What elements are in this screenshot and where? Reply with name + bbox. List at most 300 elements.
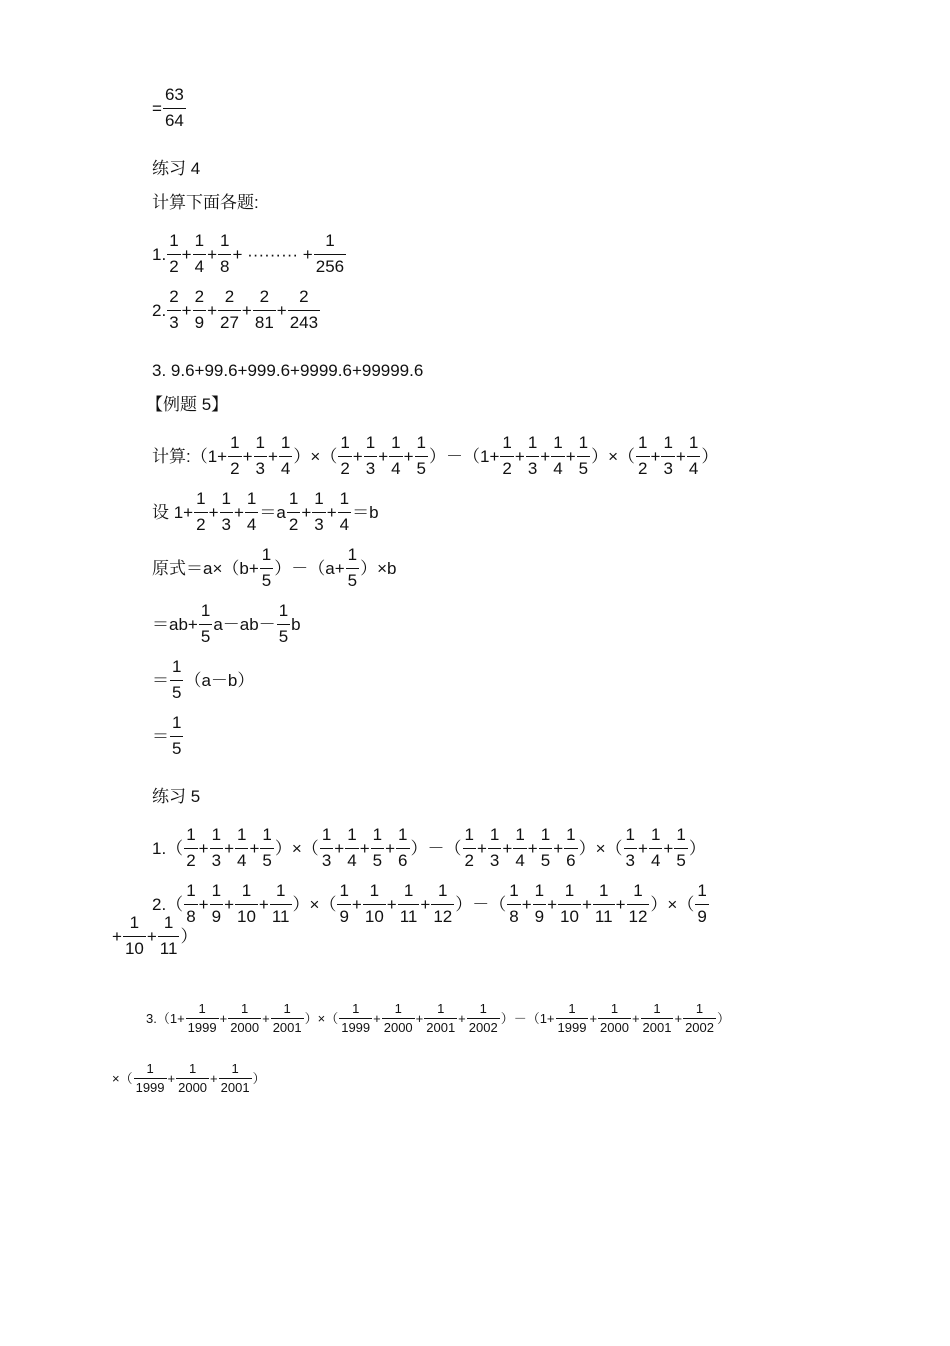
fraction <box>396 826 409 870</box>
fraction <box>526 434 539 478</box>
fraction <box>415 434 428 478</box>
fraction <box>463 826 476 870</box>
text-segment: + <box>663 838 674 858</box>
fraction <box>507 882 520 926</box>
fraction-numerator: 1 <box>502 433 512 452</box>
fraction-denominator: 8 <box>186 906 196 926</box>
fraction-bar <box>219 1078 252 1079</box>
fraction-numerator: 1 <box>625 825 635 844</box>
fraction <box>345 826 358 870</box>
fraction <box>624 826 637 870</box>
fraction-bar <box>288 310 320 311</box>
text-segment: 1. <box>152 244 167 264</box>
fraction-denominator: 2000 <box>383 1020 413 1036</box>
text-segment: + <box>403 446 414 466</box>
text-segment: + <box>207 300 217 320</box>
fraction-numerator: 1 <box>255 433 265 452</box>
math-line-l0 <box>152 86 187 130</box>
fraction <box>218 288 241 332</box>
text-segment: + <box>233 502 244 522</box>
fraction-numerator: 1 <box>599 881 609 900</box>
text-segment: 2. <box>152 300 167 320</box>
fraction-bar <box>345 848 358 849</box>
text-segment: + <box>386 894 397 914</box>
fraction <box>260 546 273 590</box>
math-line-l9 <box>152 546 396 590</box>
fraction-denominator: 2 <box>230 458 240 478</box>
fraction <box>288 288 320 332</box>
math-line-l8 <box>152 490 379 534</box>
fraction <box>170 658 183 702</box>
fraction <box>253 288 276 332</box>
fraction-denominator: 4 <box>553 458 563 478</box>
fraction-bar <box>371 848 384 849</box>
fraction-numerator: 1 <box>553 433 563 452</box>
text-segment: + <box>527 838 538 858</box>
fraction-numerator: 1 <box>280 433 291 452</box>
fraction-bar <box>167 310 180 311</box>
text-segment: + <box>326 502 337 522</box>
fraction-denominator: 9 <box>534 906 545 926</box>
fraction <box>556 1002 589 1036</box>
fraction <box>158 914 180 958</box>
fraction-bar <box>210 848 223 849</box>
text-segment: ）－（1+ <box>500 1011 555 1027</box>
fraction-denominator: 2001 <box>426 1020 456 1036</box>
text-segment: ）×b <box>360 558 397 578</box>
fraction <box>533 882 546 926</box>
fraction-denominator: 1999 <box>341 1020 371 1036</box>
fraction-denominator: 2001 <box>272 1020 302 1036</box>
fraction-numerator: 1 <box>198 1001 206 1016</box>
text-segment: 2.（ <box>152 894 184 914</box>
fraction-bar <box>539 848 552 849</box>
fraction-numerator: 1 <box>578 433 589 452</box>
fraction <box>210 826 223 870</box>
fraction-denominator: 5 <box>372 850 383 870</box>
fraction-numerator: 1 <box>416 433 427 452</box>
fraction-bar <box>683 1018 716 1019</box>
fraction <box>398 882 420 926</box>
fraction-bar <box>271 1018 304 1019</box>
text-segment: + <box>242 446 253 466</box>
fraction-numerator: 1 <box>186 881 196 900</box>
fraction-denominator: 8 <box>509 906 519 926</box>
text-segment: ）×（ <box>292 894 337 914</box>
fraction-denominator: 2002 <box>685 1020 714 1036</box>
text-segment: ） <box>716 1011 730 1027</box>
fraction-denominator: 5 <box>578 458 589 478</box>
text-segment: + <box>521 894 532 914</box>
fraction-numerator: 1 <box>568 1001 576 1016</box>
fraction-numerator: 1 <box>172 713 182 732</box>
text-segment: + <box>502 838 513 858</box>
text-segment: + <box>675 446 686 466</box>
fraction <box>254 434 267 478</box>
fraction-denominator: 4 <box>280 458 291 478</box>
fraction-denominator: 9 <box>194 312 205 332</box>
fraction-numerator: 1 <box>231 1061 239 1076</box>
text-segment: + <box>267 446 278 466</box>
fraction-denominator: 5 <box>676 850 686 870</box>
fraction-denominator: 11 <box>399 906 418 926</box>
fraction-denominator: 11 <box>594 906 613 926</box>
fraction-denominator: 5 <box>416 458 427 478</box>
fraction-denominator: 8 <box>220 256 230 276</box>
math-line-l3 <box>152 232 347 276</box>
text-segment: + <box>181 300 192 320</box>
text-segment: ）×（ <box>304 1011 339 1027</box>
fraction-numerator: 1 <box>464 825 474 844</box>
fraction-denominator: 3 <box>365 458 376 478</box>
fraction-numerator: 1 <box>352 1001 360 1016</box>
fraction-numerator: 1 <box>372 825 383 844</box>
fraction-bar <box>382 1018 415 1019</box>
fraction-bar <box>320 848 333 849</box>
fraction-denominator: 11 <box>159 938 178 958</box>
fraction-denominator: 3 <box>314 514 324 534</box>
fraction <box>235 882 258 926</box>
text-segment: 3.（1+ <box>146 1011 185 1027</box>
text-segment: + <box>210 1071 218 1087</box>
fraction-bar <box>254 456 267 457</box>
fraction-denominator: 9 <box>339 906 349 926</box>
fraction <box>539 826 552 870</box>
fraction-bar <box>641 1018 674 1019</box>
fraction <box>371 826 384 870</box>
text-segment: ）－（ <box>455 894 507 914</box>
fraction-bar <box>170 680 183 681</box>
fraction-denominator: 5 <box>540 850 551 870</box>
fraction-numerator: 1 <box>172 657 182 676</box>
fraction-denominator: 2002 <box>468 1020 498 1036</box>
text-segment: + ········· + <box>232 244 313 264</box>
fraction <box>220 490 233 534</box>
fraction-bar <box>235 848 248 849</box>
fraction <box>210 882 223 926</box>
fraction <box>270 882 292 926</box>
text-segment: ×（ <box>112 1071 133 1087</box>
text-segment: + <box>301 502 312 522</box>
fraction-numerator: 1 <box>211 825 222 844</box>
text-segment: + <box>589 1011 598 1027</box>
fraction-bar <box>134 1078 167 1079</box>
fraction <box>167 288 180 332</box>
fraction <box>661 434 674 478</box>
fraction-numerator: 1 <box>403 881 414 900</box>
fraction <box>184 826 197 870</box>
fraction-numerator: 1 <box>340 433 350 452</box>
fraction-numerator: 1 <box>663 433 673 452</box>
fraction-bar <box>167 254 180 255</box>
fraction <box>695 882 708 926</box>
fraction-numerator: 1 <box>688 433 699 452</box>
text-segment: 设 1+ <box>152 502 194 522</box>
fraction-numerator: 1 <box>275 881 286 900</box>
text-segment: ） <box>688 838 706 858</box>
fraction-denominator: 1999 <box>187 1020 217 1036</box>
fraction-denominator: 10 <box>560 906 579 926</box>
math-line-l15 <box>152 882 710 926</box>
text-segment: + <box>224 838 234 858</box>
fraction-denominator: 5 <box>278 626 289 646</box>
fraction-bar <box>533 904 546 905</box>
text-segment: + <box>415 1011 424 1027</box>
fraction <box>683 1002 716 1036</box>
fraction-denominator: 6 <box>398 850 408 870</box>
fraction-numerator: 1 <box>398 825 408 844</box>
fraction-denominator: 9 <box>211 906 222 926</box>
fraction-denominator: 4 <box>246 514 257 534</box>
fraction-denominator: 5 <box>172 682 182 702</box>
fraction-bar <box>687 456 700 457</box>
fraction-bar <box>253 310 276 311</box>
text-segment: + <box>378 446 389 466</box>
fraction-numerator: 1 <box>347 545 358 564</box>
fraction-denominator: 2000 <box>230 1020 260 1036</box>
fraction-bar <box>193 254 206 255</box>
fraction-bar <box>364 456 377 457</box>
fraction-numerator: 1 <box>230 433 240 452</box>
fraction-bar <box>210 904 223 905</box>
fraction <box>337 882 350 926</box>
math-line-l10 <box>152 602 301 646</box>
text-segment: （a－b） <box>184 670 255 690</box>
fraction-bar <box>556 1018 589 1019</box>
text-segment: + <box>219 1011 228 1027</box>
fraction <box>167 232 180 276</box>
text-segment: 1.（ <box>152 838 184 858</box>
fraction-denominator: 4 <box>688 458 699 478</box>
fraction-bar <box>636 456 649 457</box>
fraction-denominator: 2000 <box>600 1020 629 1036</box>
text-segment: ） <box>180 926 198 946</box>
fraction-bar <box>661 456 674 457</box>
text-segment: 练习 5 <box>152 787 201 806</box>
fraction-numerator: 1 <box>653 1001 661 1016</box>
fraction-bar <box>235 904 258 905</box>
fraction-numerator: 1 <box>221 489 231 508</box>
text-segment: + <box>352 446 363 466</box>
fraction-numerator: 1 <box>564 881 575 900</box>
fraction-denominator: 3 <box>321 850 332 870</box>
fraction-denominator: 5 <box>172 738 182 758</box>
fraction <box>194 490 207 534</box>
fraction <box>467 1002 500 1036</box>
fraction-bar <box>194 512 207 513</box>
text-segment: + <box>420 894 431 914</box>
fraction <box>389 434 402 478</box>
fraction-bar <box>389 456 402 457</box>
fraction-denominator: 5 <box>200 626 211 646</box>
fraction-denominator: 3 <box>255 458 265 478</box>
fraction-bar <box>396 848 409 849</box>
fraction-denominator: 5 <box>261 570 272 590</box>
fraction-bar <box>337 904 350 905</box>
fraction <box>363 882 386 926</box>
fraction <box>287 490 300 534</box>
fraction-bar <box>598 1018 631 1019</box>
fraction <box>364 434 377 478</box>
fraction-numerator: 2 <box>259 287 270 306</box>
fraction <box>134 1062 167 1096</box>
fraction-numerator: 1 <box>200 601 211 620</box>
math-line-l18 <box>112 1062 266 1096</box>
fraction-bar <box>270 904 292 905</box>
fraction <box>312 490 325 534</box>
fraction-bar <box>228 1018 261 1019</box>
fraction-bar <box>507 904 520 905</box>
fraction-bar <box>199 624 212 625</box>
fraction <box>558 882 581 926</box>
fraction <box>271 1002 304 1036</box>
fraction-numerator: 1 <box>509 881 519 900</box>
text-segment: b <box>291 614 301 634</box>
fraction <box>123 914 146 958</box>
fraction-bar <box>346 568 359 569</box>
text-segment: + <box>334 838 345 858</box>
fraction <box>228 434 241 478</box>
fraction-bar <box>431 904 454 905</box>
fraction-denominator: 5 <box>347 570 358 590</box>
fraction-numerator: 1 <box>697 881 707 900</box>
fraction-numerator: 1 <box>633 881 643 900</box>
fraction-bar <box>158 936 180 937</box>
fraction-numerator: 1 <box>391 433 401 452</box>
fraction-numerator: 1 <box>479 1001 487 1016</box>
fraction-numerator: 1 <box>515 825 525 844</box>
fraction-denominator: 4 <box>347 850 357 870</box>
text-segment: 原式＝a×（b+ <box>152 558 259 578</box>
fraction-bar <box>287 512 300 513</box>
text-segment: 计算:（1+ <box>152 446 228 466</box>
fraction <box>338 490 351 534</box>
fraction <box>228 1002 261 1036</box>
fraction-numerator: 1 <box>196 489 206 508</box>
fraction-bar <box>176 1078 209 1079</box>
fraction-denominator: 256 <box>315 256 345 276</box>
fraction <box>277 602 290 646</box>
text-segment: ＝ <box>152 726 169 746</box>
fraction-numerator: 1 <box>540 825 551 844</box>
text-segment: + <box>476 838 487 858</box>
fraction-denominator: 2 <box>464 850 474 870</box>
fraction <box>219 1062 252 1096</box>
text-segment: + <box>650 446 661 466</box>
fraction <box>687 434 700 478</box>
text-segment: ）－（a+ <box>274 558 345 578</box>
fraction <box>593 882 615 926</box>
fraction-numerator: 1 <box>339 881 349 900</box>
fraction-numerator: 1 <box>437 1001 445 1016</box>
text-segment: ）－（ <box>410 838 462 858</box>
fraction-numerator: 2 <box>299 287 309 306</box>
fraction <box>320 826 333 870</box>
fraction-denominator: 3 <box>169 312 179 332</box>
math-line-l7 <box>152 434 718 478</box>
text-segment: + <box>359 838 370 858</box>
fraction-bar <box>184 904 197 905</box>
text-segment: + <box>198 894 209 914</box>
fraction <box>488 826 501 870</box>
fraction-bar <box>513 848 526 849</box>
fraction-numerator: 1 <box>321 825 332 844</box>
fraction-denominator: 4 <box>237 850 247 870</box>
text-segment: ）×（ <box>591 446 636 466</box>
fraction-numerator: 1 <box>146 1061 154 1076</box>
fraction <box>199 602 212 646</box>
fraction-denominator: 3 <box>527 458 538 478</box>
text-segment: + <box>615 894 626 914</box>
fraction-numerator: 1 <box>237 825 247 844</box>
fraction-denominator: 2 <box>340 458 350 478</box>
fraction-numerator: 1 <box>288 489 299 508</box>
fraction-bar <box>339 1018 372 1019</box>
fraction <box>193 288 206 332</box>
fraction-numerator: 1 <box>566 825 576 844</box>
fraction <box>163 86 186 130</box>
fraction-denominator: 4 <box>194 256 205 276</box>
math-line-l1 <box>152 160 200 177</box>
fraction <box>382 1002 415 1036</box>
fraction-denominator: 2001 <box>220 1080 250 1096</box>
fraction-denominator: 3 <box>663 458 673 478</box>
fraction-denominator: 4 <box>515 850 525 870</box>
fraction <box>674 826 687 870</box>
fraction-numerator: 1 <box>314 489 324 508</box>
fraction-numerator: 1 <box>220 231 230 250</box>
text-segment: + <box>181 244 192 264</box>
fraction-bar <box>218 310 241 311</box>
fraction-denominator: 4 <box>650 850 661 870</box>
fraction-bar <box>488 848 501 849</box>
fraction-numerator: 1 <box>246 489 257 508</box>
text-segment: + <box>385 838 396 858</box>
fraction <box>641 1002 674 1036</box>
fraction-denominator: 12 <box>628 906 648 926</box>
fraction-denominator: 2 <box>196 514 206 534</box>
fraction-denominator: 11 <box>271 906 290 926</box>
fraction-bar <box>277 624 290 625</box>
text-segment: ）×（ <box>293 446 338 466</box>
fraction-bar <box>312 512 325 513</box>
fraction-bar <box>398 904 420 905</box>
fraction-numerator: 1 <box>169 231 179 250</box>
fraction-bar <box>218 254 231 255</box>
fraction <box>235 826 248 870</box>
fraction <box>513 826 526 870</box>
fraction-bar <box>184 848 197 849</box>
text-segment: = <box>152 98 162 118</box>
fraction-bar <box>260 848 273 849</box>
fraction-numerator: 1 <box>610 1001 619 1016</box>
fraction-bar <box>500 456 513 457</box>
fraction <box>193 232 206 276</box>
text-segment: + <box>262 1011 270 1027</box>
fraction-denominator: 2000 <box>178 1080 208 1096</box>
text-segment: + <box>224 894 234 914</box>
text-segment: + <box>638 838 648 858</box>
fraction-numerator: 1 <box>438 881 448 900</box>
fraction <box>186 1002 219 1036</box>
fraction-numerator: 1 <box>638 433 648 452</box>
fraction-denominator: 6 <box>566 850 576 870</box>
fraction <box>424 1002 457 1036</box>
fraction-numerator: 1 <box>188 1061 197 1076</box>
text-segment: + <box>373 1011 381 1027</box>
text-segment: + <box>276 300 287 320</box>
text-segment: ） <box>252 1071 266 1087</box>
